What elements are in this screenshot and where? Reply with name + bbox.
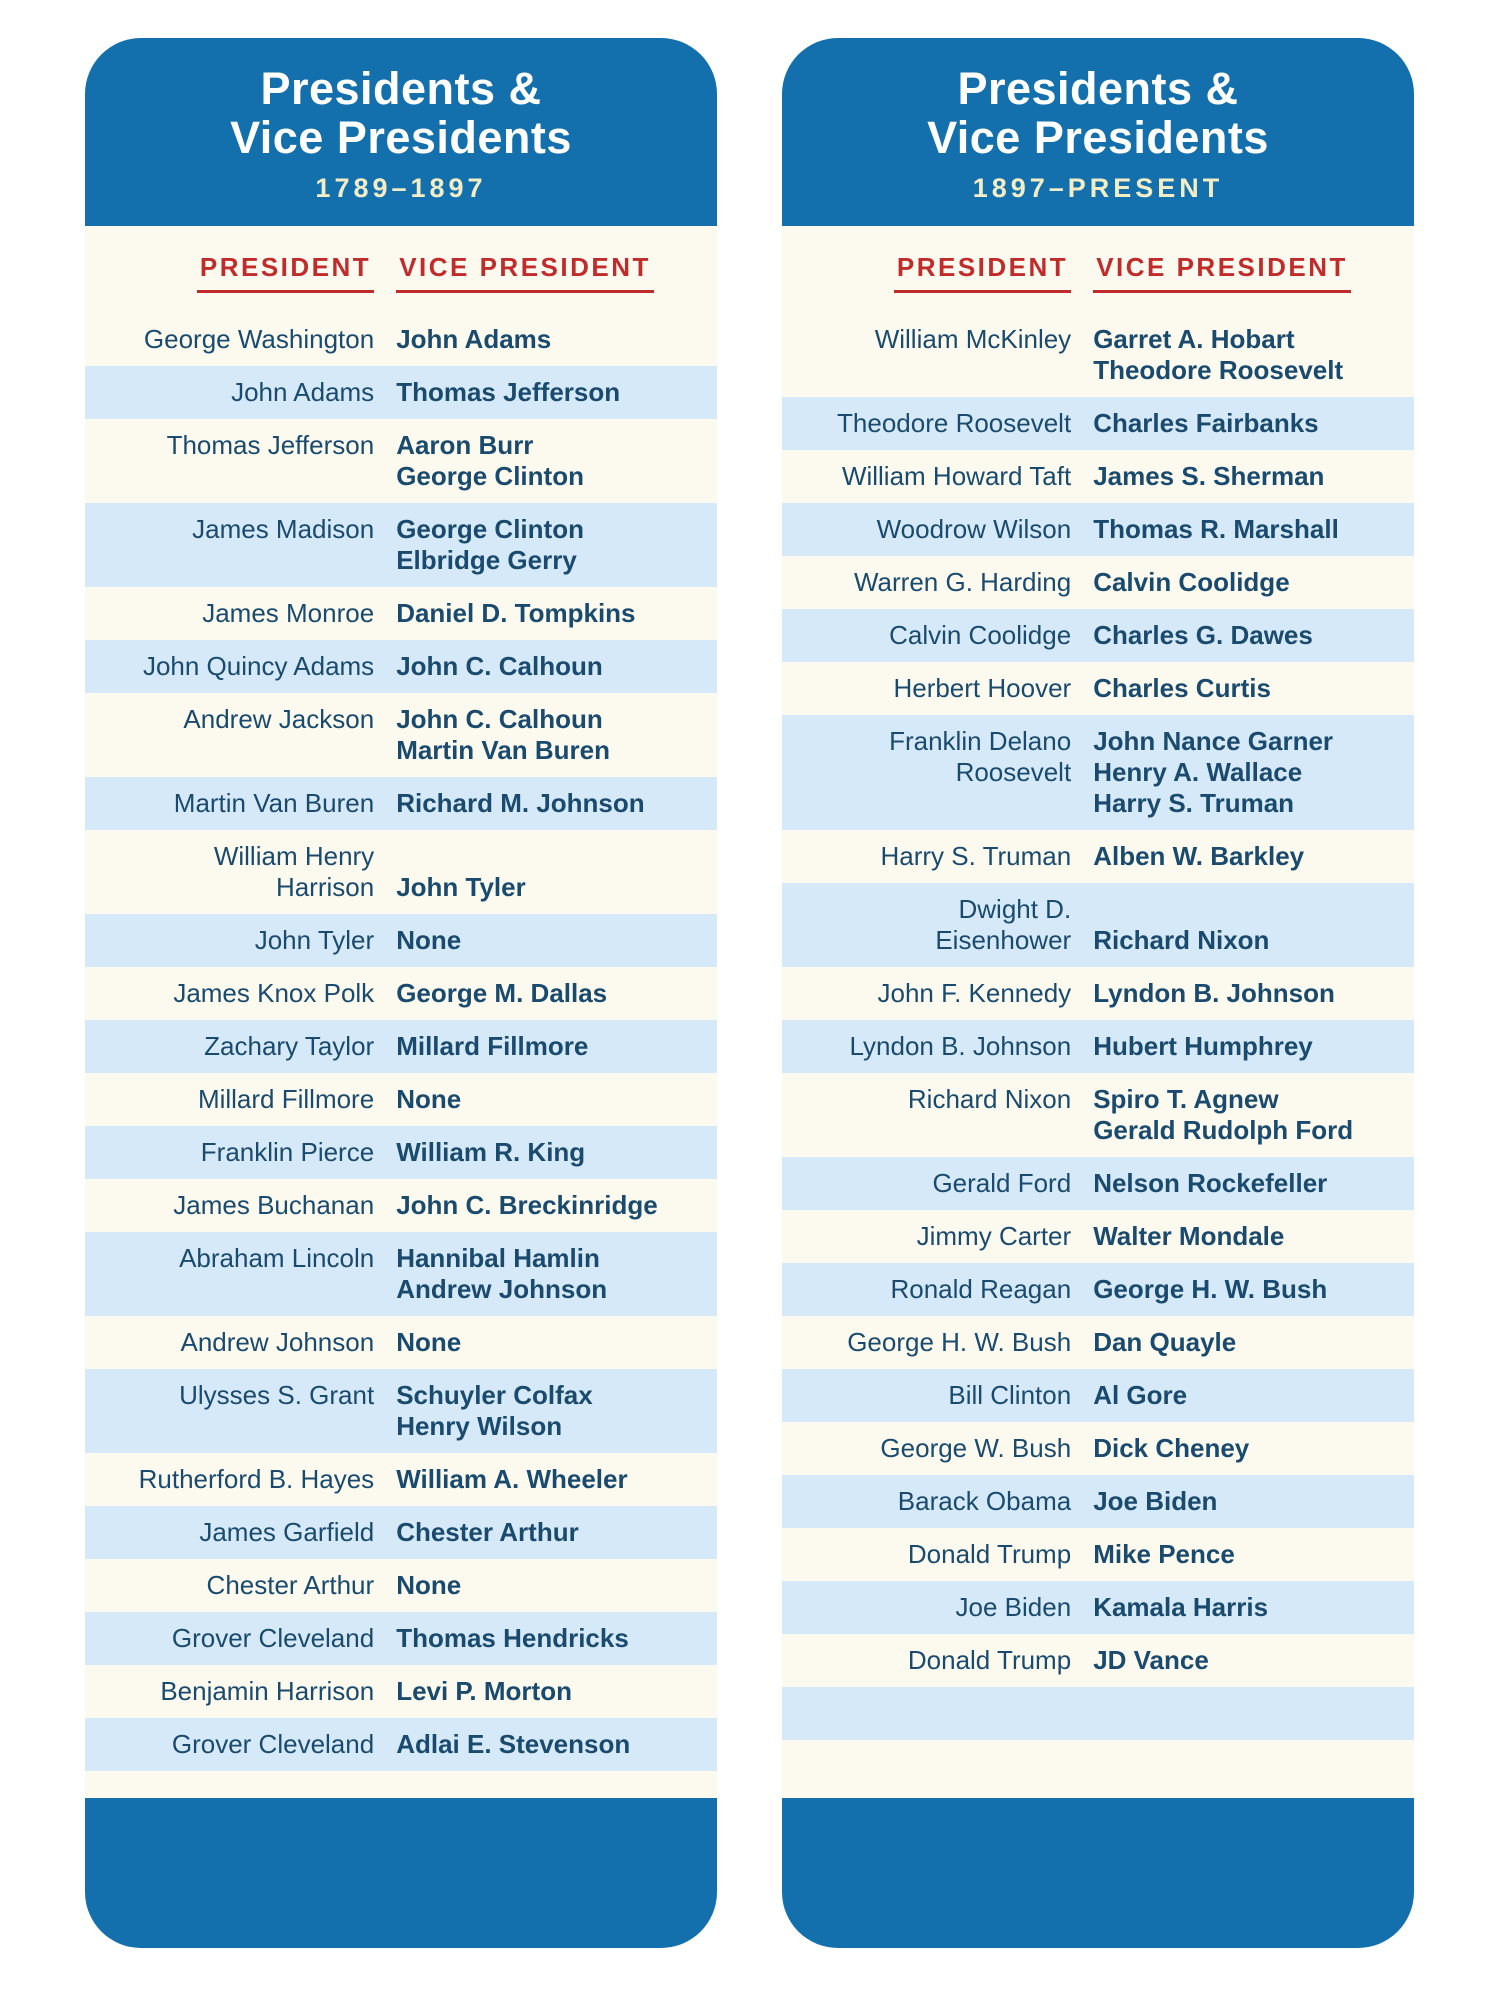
vice-president-names bbox=[1082, 408, 1414, 439]
president-name-line: Bill Clinton bbox=[948, 1380, 1072, 1410]
bookmark-card-1897-present bbox=[782, 38, 1414, 1948]
president-name-line: William McKinley bbox=[874, 324, 1072, 354]
vice-president-names bbox=[385, 1031, 717, 1062]
president-name-line: Harrison bbox=[275, 872, 375, 902]
vice-president-name-line: John Adams bbox=[396, 324, 552, 354]
vice-president-names bbox=[1082, 925, 1414, 956]
vice-president-name-line: Hubert Humphrey bbox=[1093, 1031, 1313, 1061]
president-name bbox=[85, 704, 385, 735]
table-row bbox=[782, 1020, 1414, 1073]
president-name-line: Gerald Ford bbox=[932, 1168, 1072, 1198]
vice-president-name-line: John Nance Garner bbox=[1093, 726, 1334, 756]
president-name-line: Joe Biden bbox=[955, 1592, 1072, 1622]
vice-president-name-line: Thomas R. Marshall bbox=[1093, 514, 1339, 544]
table-row bbox=[782, 503, 1414, 556]
vice-president-name-line: Alben W. Barkley bbox=[1093, 841, 1305, 871]
vice-president-name-line: Adlai E. Stevenson bbox=[396, 1729, 631, 1759]
president-name-line: John Quincy Adams bbox=[142, 651, 375, 681]
table-row bbox=[85, 1179, 717, 1232]
president-name-line: Franklin Delano bbox=[889, 726, 1072, 756]
president-name-line: Franklin Pierce bbox=[200, 1137, 375, 1167]
president-name bbox=[85, 1380, 385, 1411]
president-name bbox=[782, 1084, 1082, 1115]
table-row bbox=[782, 1157, 1414, 1210]
president-name-line: Benjamin Harrison bbox=[160, 1676, 375, 1706]
vice-president-name-line: Dick Cheney bbox=[1093, 1433, 1250, 1463]
vice-president-name-line: Harry S. Truman bbox=[1093, 788, 1295, 818]
table-row bbox=[85, 1612, 717, 1665]
president-name bbox=[85, 1517, 385, 1548]
president-name bbox=[85, 1676, 385, 1707]
president-name-line: Millard Fillmore bbox=[197, 1084, 375, 1114]
vice-president-names bbox=[385, 1517, 717, 1548]
vice-president-name-line: Nelson Rockefeller bbox=[1093, 1168, 1328, 1198]
vice-president-names bbox=[385, 788, 717, 819]
table-row bbox=[85, 419, 717, 503]
president-name bbox=[85, 1084, 385, 1115]
president-name-line: Barack Obama bbox=[897, 1486, 1072, 1516]
vice-president-names bbox=[1082, 726, 1414, 819]
vice-president-name-line: George Clinton bbox=[396, 461, 584, 491]
president-name bbox=[782, 1380, 1082, 1411]
president-column bbox=[782, 252, 1082, 293]
president-name bbox=[782, 1327, 1082, 1358]
table-row bbox=[782, 1528, 1414, 1581]
vice-president-names bbox=[385, 925, 717, 956]
vice-president-names bbox=[385, 1729, 717, 1760]
vice-president-name-line: Spiro T. Agnew bbox=[1093, 1084, 1279, 1114]
president-name bbox=[782, 620, 1082, 651]
president-column-header: PRESIDENT bbox=[197, 252, 374, 293]
president-name-line: Lyndon B. Johnson bbox=[849, 1031, 1072, 1061]
table-row bbox=[782, 1687, 1414, 1740]
president-name bbox=[782, 841, 1082, 872]
vice-president-name-line: Henry A. Wallace bbox=[1093, 757, 1303, 787]
vice-president-names bbox=[1082, 514, 1414, 545]
president-name-line: Woodrow Wilson bbox=[876, 514, 1072, 544]
president-name-line: James Garfield bbox=[199, 1517, 375, 1547]
president-name bbox=[782, 1168, 1082, 1199]
table-row bbox=[85, 366, 717, 419]
vice-president-name-line: Charles Curtis bbox=[1093, 673, 1271, 703]
vice-president-column-header: VICE PRESIDENT bbox=[396, 252, 654, 293]
president-name bbox=[85, 1570, 385, 1601]
vice-president-names bbox=[385, 1327, 717, 1358]
president-name bbox=[85, 651, 385, 682]
president-name bbox=[782, 567, 1082, 598]
president-name bbox=[782, 894, 1082, 956]
president-name bbox=[85, 1729, 385, 1760]
table-row bbox=[85, 1718, 717, 1771]
president-name-line: Richard Nixon bbox=[907, 1084, 1072, 1114]
vice-president-names bbox=[385, 430, 717, 492]
vice-president-name-line: None bbox=[396, 1084, 462, 1114]
vice-president-names bbox=[385, 1380, 717, 1442]
president-name bbox=[85, 430, 385, 461]
president-column bbox=[85, 252, 385, 293]
card-title-line2: Vice Presidents bbox=[927, 112, 1269, 163]
president-name bbox=[85, 1137, 385, 1168]
table-row bbox=[782, 1581, 1414, 1634]
table-row bbox=[782, 450, 1414, 503]
vice-president-names bbox=[1082, 673, 1414, 704]
president-name-line: Dwight D. bbox=[958, 894, 1072, 924]
vice-president-name-line: JD Vance bbox=[1093, 1645, 1209, 1675]
table-row bbox=[85, 967, 717, 1020]
vice-president-name-line: William A. Wheeler bbox=[396, 1464, 628, 1494]
vice-president-names bbox=[385, 1084, 717, 1115]
vice-president-name-line: None bbox=[396, 925, 462, 955]
vice-president-names bbox=[1082, 1486, 1414, 1517]
vice-president-column-header: VICE PRESIDENT bbox=[1093, 252, 1351, 293]
vice-president-names bbox=[1082, 1327, 1414, 1358]
president-name-line: Andrew Johnson bbox=[180, 1327, 375, 1357]
table-row bbox=[85, 1020, 717, 1073]
president-name bbox=[85, 514, 385, 545]
table-row bbox=[85, 503, 717, 587]
president-name bbox=[782, 1486, 1082, 1517]
table-row bbox=[85, 914, 717, 967]
president-name-line: Theodore Roosevelt bbox=[837, 408, 1072, 438]
vice-president-name-line: Gerald Rudolph Ford bbox=[1093, 1115, 1354, 1145]
vice-president-names bbox=[1082, 978, 1414, 1009]
vice-president-name-line: John C. Calhoun bbox=[396, 704, 603, 734]
vice-president-name-line: Thomas Jefferson bbox=[396, 377, 621, 407]
vice-president-name-line: Dan Quayle bbox=[1093, 1327, 1237, 1357]
president-name-line: George W. Bush bbox=[880, 1433, 1072, 1463]
table-row bbox=[782, 1634, 1414, 1687]
president-name-line: Ronald Reagan bbox=[890, 1274, 1072, 1304]
vice-president-names bbox=[1082, 1221, 1414, 1252]
president-name bbox=[782, 1645, 1082, 1676]
vice-president-name-line: Charles G. Dawes bbox=[1093, 620, 1313, 650]
president-name bbox=[85, 978, 385, 1009]
vice-president-name-line: Richard M. Johnson bbox=[396, 788, 645, 818]
table-row bbox=[782, 313, 1414, 397]
vice-president-name-line: Calvin Coolidge bbox=[1093, 567, 1290, 597]
vice-president-names bbox=[1082, 620, 1414, 651]
vice-president-names bbox=[1082, 1274, 1414, 1305]
card-date-range: 1789–1897 bbox=[315, 173, 487, 203]
vice-president-name-line: Charles Fairbanks bbox=[1093, 408, 1319, 438]
vice-president-names bbox=[1082, 1168, 1414, 1199]
table-row bbox=[782, 830, 1414, 883]
spacer bbox=[782, 1740, 1414, 1798]
table-row bbox=[85, 640, 717, 693]
vice-president-name-line: Theodore Roosevelt bbox=[1093, 355, 1344, 385]
president-name bbox=[85, 1031, 385, 1062]
vice-president-names bbox=[1082, 1433, 1414, 1464]
vice-president-name-line: Andrew Johnson bbox=[396, 1274, 608, 1304]
president-name-line: William Howard Taft bbox=[841, 461, 1072, 491]
president-name bbox=[85, 925, 385, 956]
vice-president-names bbox=[385, 1676, 717, 1707]
table-row bbox=[85, 1316, 717, 1369]
president-name bbox=[782, 1539, 1082, 1570]
vice-president-names bbox=[1082, 461, 1414, 492]
card-header bbox=[782, 38, 1414, 226]
card-title bbox=[792, 64, 1404, 162]
president-name bbox=[782, 408, 1082, 439]
table-row bbox=[782, 1263, 1414, 1316]
vice-president-name-line: Richard Nixon bbox=[1093, 925, 1270, 955]
card-footer bbox=[85, 1798, 717, 1948]
vice-president-names bbox=[385, 704, 717, 766]
vice-president-names bbox=[385, 651, 717, 682]
table-row bbox=[782, 397, 1414, 450]
vice-president-name-line: Henry Wilson bbox=[396, 1411, 563, 1441]
vice-president-names bbox=[385, 598, 717, 629]
table-row bbox=[782, 662, 1414, 715]
table-row bbox=[85, 777, 717, 830]
vice-president-name-line: Schuyler Colfax bbox=[396, 1380, 593, 1410]
table-row bbox=[85, 1559, 717, 1612]
vice-president-name-line: Martin Van Buren bbox=[396, 735, 611, 765]
president-name-line: William Henry bbox=[213, 841, 375, 871]
president-name-line: Jimmy Carter bbox=[916, 1221, 1072, 1251]
card-header bbox=[85, 38, 717, 226]
vice-president-names bbox=[385, 872, 717, 903]
president-name bbox=[85, 1327, 385, 1358]
president-name-line: Harry S. Truman bbox=[880, 841, 1072, 871]
vice-president-names bbox=[1082, 567, 1414, 598]
vice-president-name-line: George H. W. Bush bbox=[1093, 1274, 1328, 1304]
president-name-line: Thomas Jefferson bbox=[166, 430, 375, 460]
table-row bbox=[85, 313, 717, 366]
card-date-range: 1897–PRESENT bbox=[972, 173, 1224, 203]
vice-president-name-line: Al Gore bbox=[1093, 1380, 1188, 1410]
card-title bbox=[95, 64, 707, 162]
vice-president-name-line: Levi P. Morton bbox=[396, 1676, 572, 1706]
vice-president-name-line: Thomas Hendricks bbox=[396, 1623, 629, 1653]
vice-president-name-line: Millard Fillmore bbox=[396, 1031, 589, 1061]
vice-president-column bbox=[385, 252, 717, 293]
vice-president-names bbox=[385, 377, 717, 408]
vice-president-name-line: George M. Dallas bbox=[396, 978, 608, 1008]
president-name-line: Grover Cleveland bbox=[171, 1623, 375, 1653]
president-name bbox=[782, 726, 1082, 788]
president-name-line: Herbert Hoover bbox=[893, 673, 1072, 703]
president-name-line: Warren G. Harding bbox=[853, 567, 1072, 597]
bookmark-card-1789-1897 bbox=[85, 38, 717, 1948]
card-footer bbox=[782, 1798, 1414, 1948]
table-row bbox=[85, 1232, 717, 1316]
president-name-line: James Monroe bbox=[202, 598, 375, 628]
vice-president-names bbox=[1082, 1084, 1414, 1146]
vice-president-name-line: Mike Pence bbox=[1093, 1539, 1235, 1569]
vice-president-name-line: John Tyler bbox=[396, 872, 526, 902]
table-row bbox=[85, 1506, 717, 1559]
president-name bbox=[782, 1274, 1082, 1305]
table-row bbox=[782, 1422, 1414, 1475]
president-name bbox=[782, 1221, 1082, 1252]
vice-president-names bbox=[1082, 841, 1414, 872]
president-name-line: James Knox Polk bbox=[173, 978, 375, 1008]
vice-president-name-line: John C. Calhoun bbox=[396, 651, 603, 681]
vice-president-name-line: Daniel D. Tompkins bbox=[396, 598, 636, 628]
table-row bbox=[85, 1126, 717, 1179]
table-row bbox=[782, 1475, 1414, 1528]
vice-president-name-line: William R. King bbox=[396, 1137, 586, 1167]
table-row bbox=[782, 1369, 1414, 1422]
vice-president-names bbox=[385, 1623, 717, 1654]
vice-president-name-line: John C. Breckinridge bbox=[396, 1190, 658, 1220]
table-row bbox=[782, 1316, 1414, 1369]
president-name bbox=[782, 1031, 1082, 1062]
vice-president-name-line: Garret A. Hobart bbox=[1093, 324, 1295, 354]
president-name-line: Andrew Jackson bbox=[183, 704, 375, 734]
president-name bbox=[85, 1623, 385, 1654]
vice-president-name-line: Hannibal Hamlin bbox=[396, 1243, 600, 1273]
president-table-1897-present bbox=[782, 313, 1414, 1740]
card-title-line1: Presidents & bbox=[957, 63, 1239, 114]
vice-president-names bbox=[385, 1190, 717, 1221]
president-name-line: George H. W. Bush bbox=[847, 1327, 1072, 1357]
president-name-line: Chester Arthur bbox=[206, 1570, 375, 1600]
vice-president-name-line: James S. Sherman bbox=[1093, 461, 1325, 491]
spacer bbox=[85, 1771, 717, 1798]
president-name bbox=[782, 1433, 1082, 1464]
table-row bbox=[85, 587, 717, 640]
president-name-line: John Adams bbox=[231, 377, 375, 407]
card-title-line2: Vice Presidents bbox=[230, 112, 572, 163]
table-row bbox=[85, 1453, 717, 1506]
table-row bbox=[782, 715, 1414, 830]
president-name-line: Rutherford B. Hayes bbox=[138, 1464, 375, 1494]
vice-president-names bbox=[1082, 324, 1414, 386]
president-name-line: George Washington bbox=[143, 324, 375, 354]
table-row bbox=[85, 1665, 717, 1718]
president-table-1789-1897 bbox=[85, 313, 717, 1771]
vice-president-names bbox=[1082, 1031, 1414, 1062]
president-name-line: James Madison bbox=[192, 514, 375, 544]
president-name-line: James Buchanan bbox=[173, 1190, 375, 1220]
president-column-header: PRESIDENT bbox=[894, 252, 1071, 293]
vice-president-names bbox=[385, 324, 717, 355]
president-name bbox=[782, 324, 1082, 355]
vice-president-name-line: None bbox=[396, 1327, 462, 1357]
table-row bbox=[85, 1369, 717, 1453]
president-name-line: Grover Cleveland bbox=[171, 1729, 375, 1759]
vice-president-names bbox=[385, 978, 717, 1009]
vice-president-name-line: Joe Biden bbox=[1093, 1486, 1218, 1516]
president-name bbox=[85, 1190, 385, 1221]
vice-president-names bbox=[1082, 1380, 1414, 1411]
president-name bbox=[85, 788, 385, 819]
vice-president-names bbox=[1082, 1539, 1414, 1570]
president-name bbox=[85, 841, 385, 903]
table-row bbox=[85, 830, 717, 914]
president-name-line: Eisenhower bbox=[935, 925, 1072, 955]
table-row bbox=[782, 1073, 1414, 1157]
president-name bbox=[782, 461, 1082, 492]
president-name bbox=[782, 1592, 1082, 1623]
vice-president-name-line: Walter Mondale bbox=[1093, 1221, 1285, 1251]
vice-president-name-line: Elbridge Gerry bbox=[396, 545, 577, 575]
president-name bbox=[782, 514, 1082, 545]
vice-president-names bbox=[1082, 1645, 1414, 1676]
vice-president-column bbox=[1082, 252, 1414, 293]
president-name-line: Calvin Coolidge bbox=[889, 620, 1072, 650]
president-name bbox=[782, 978, 1082, 1009]
president-name-line: Donald Trump bbox=[907, 1539, 1072, 1569]
column-headers bbox=[85, 252, 717, 293]
vice-president-names bbox=[385, 1570, 717, 1601]
vice-president-names bbox=[1082, 1592, 1414, 1623]
vice-president-names bbox=[385, 514, 717, 576]
vice-president-name-line: Kamala Harris bbox=[1093, 1592, 1269, 1622]
president-name bbox=[85, 598, 385, 629]
table-row bbox=[85, 693, 717, 777]
table-row bbox=[782, 556, 1414, 609]
president-name bbox=[85, 1464, 385, 1495]
vice-president-names bbox=[385, 1464, 717, 1495]
vice-president-name-line: Lyndon B. Johnson bbox=[1093, 978, 1335, 1008]
president-name bbox=[782, 673, 1082, 704]
table-row bbox=[782, 967, 1414, 1020]
vice-president-names bbox=[385, 1243, 717, 1305]
vice-president-names bbox=[385, 1137, 717, 1168]
card-title-line1: Presidents & bbox=[260, 63, 542, 114]
table-row bbox=[782, 609, 1414, 662]
president-name-line: Donald Trump bbox=[907, 1645, 1072, 1675]
column-headers bbox=[782, 252, 1414, 293]
president-name bbox=[85, 1243, 385, 1274]
president-name-line: John F. Kennedy bbox=[877, 978, 1072, 1008]
president-name-line: Roosevelt bbox=[955, 757, 1072, 787]
table-row bbox=[782, 883, 1414, 967]
vice-president-name-line: Aaron Burr bbox=[396, 430, 534, 460]
president-name-line: Ulysses S. Grant bbox=[179, 1380, 375, 1410]
vice-president-name-line: None bbox=[396, 1570, 462, 1600]
table-row bbox=[85, 1073, 717, 1126]
president-name bbox=[85, 324, 385, 355]
table-row bbox=[782, 1210, 1414, 1263]
president-name-line: Zachary Taylor bbox=[204, 1031, 375, 1061]
president-name-line: John Tyler bbox=[254, 925, 375, 955]
president-name-line: Abraham Lincoln bbox=[179, 1243, 375, 1273]
vice-president-name-line: Chester Arthur bbox=[396, 1517, 579, 1547]
vice-president-name-line: George Clinton bbox=[396, 514, 584, 544]
president-name-line: Martin Van Buren bbox=[173, 788, 375, 818]
president-name bbox=[85, 377, 385, 408]
